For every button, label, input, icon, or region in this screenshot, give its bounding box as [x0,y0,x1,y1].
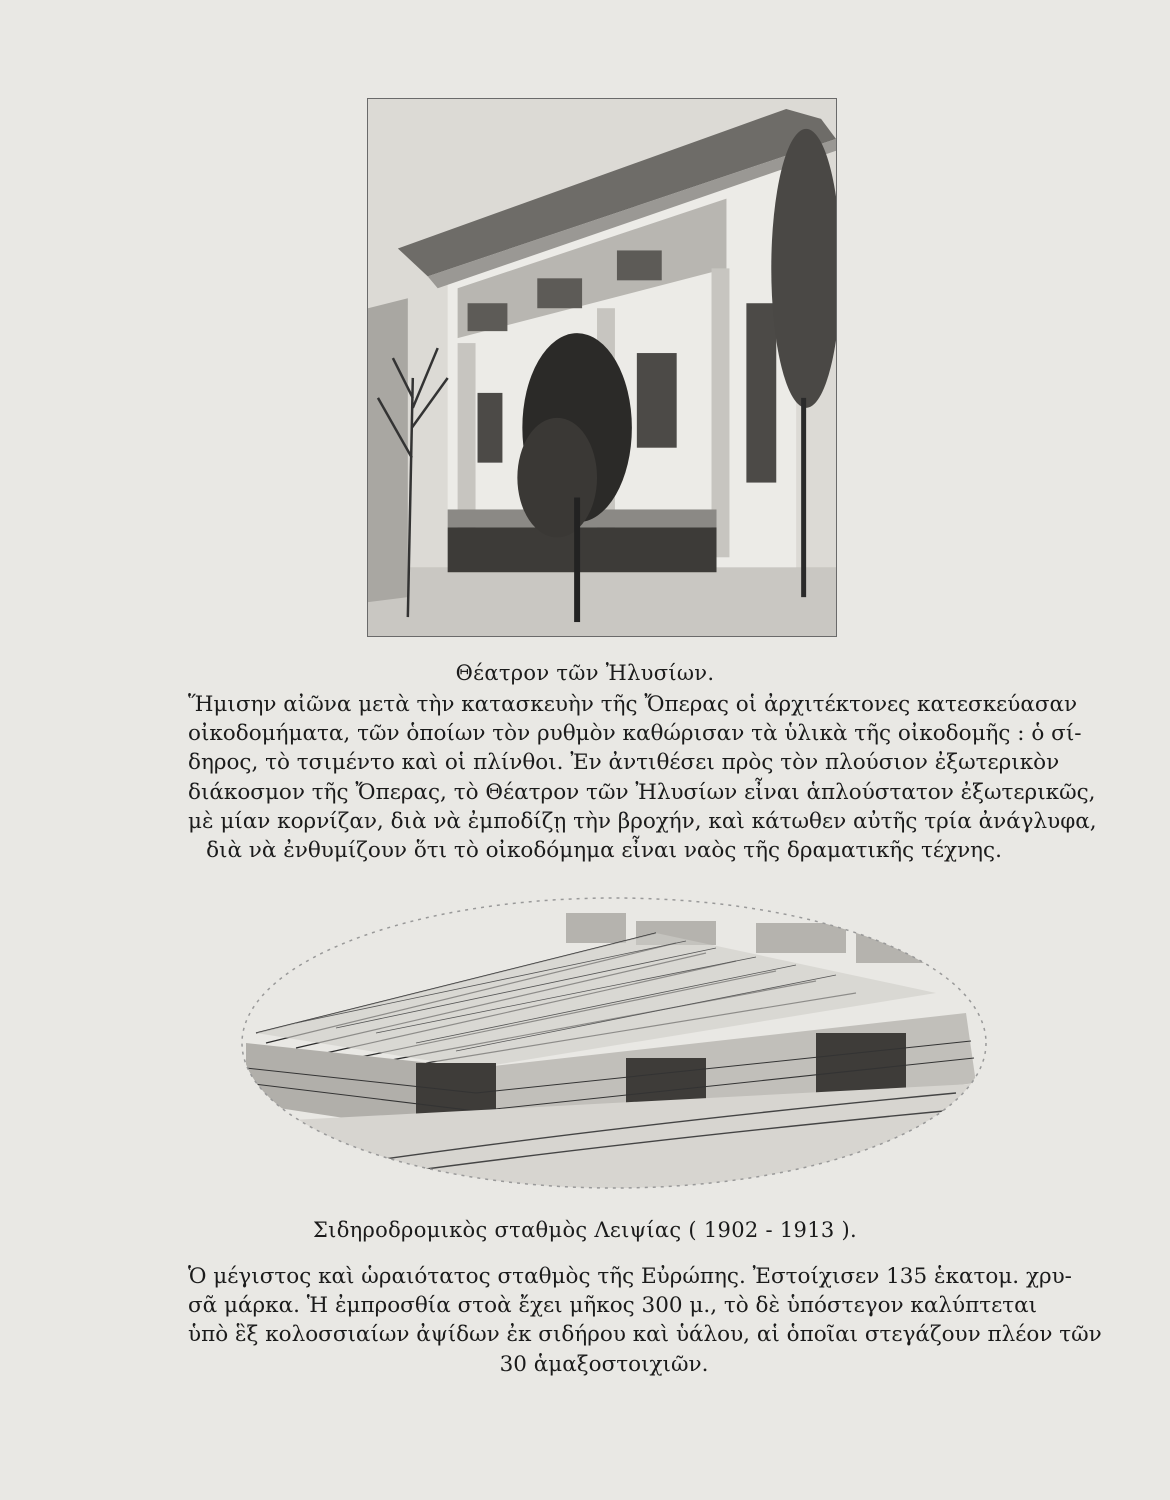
paragraph-line: Ἥμισην αἰῶνα μετὰ τὴν κατασκευὴν τῆς Ὄπερας οἱ ἀρχιτέκτονες κατεσκεύασαν [188,692,1078,717]
theatre-photo-caption: Θέατρον τῶν Ἠλυσίων. [455,661,715,685]
station-engraving-caption: Σιδηροδρομικὸς σταθμὸς Λειψίας ( 1902 - 1913 ). [313,1218,857,1242]
paragraph-line: μὲ μίαν κορνίζαν, διὰ νὰ ἐμποδίζῃ τὴν βροχήν, καὶ κάτωθεν αὐτῆς τρία ἀνάγλυφα, [188,808,1097,834]
paragraph-line: οἰκοδομήματα, τῶν ὁποίων τὸν ρυθμὸν καθώρισαν τὰ ὑλικὰ τῆς οἰκοδομῆς : ὁ σί- [188,721,1082,747]
theatre-photo-drawing [368,99,836,636]
paragraph-line: Ὁ μέγιστος καὶ ὡραιότατος σταθμὸς τῆς Εὐρώπης. Ἐστοίχισεν 135 ἑκατομ. χρυ- [188,1264,1072,1289]
theatre-photo [367,98,837,637]
paragraph-line: ὑπὸ ἓξ κολοσσιαίων ἀψίδων ἐκ σιδήρου καὶ ὑάλου, αἱ ὁποῖαι στεγάζουν πλέον τῶν [188,1322,1102,1348]
station-paragraph [188,1262,1102,1379]
paragraph-line: διὰ νὰ ἐνθυμίζουν ὅτι τὸ οἰκοδόμημα εἶναι ναὸς τῆς δραματικῆς τέχνης. [206,838,1002,864]
paragraph-line: διάκοσμον τῆς Ὄπερας, τὸ Θέατρον τῶν Ἠλυσίων εἶναι ἁπλούστατον ἐξωτερικῶς, [188,779,1096,805]
paragraph-line: σᾶ μάρκα. Ἡ ἐμπροσθία στοὰ ἔχει μῆκος 300 μ., τὸ δὲ ὑπόστεγον καλύπτεται [188,1293,1038,1319]
station-engraving-drawing [236,893,991,1193]
paragraph-line: δηρος, τὸ τσιμέντο καὶ οἱ πλίνθοι. Ἐν ἀντιθέσει πρὸς τὸν πλούσιον ἐξωτερικὸν [188,750,1060,776]
leipzig-station-engraving [236,893,991,1193]
theatre-paragraph [188,690,1097,865]
paragraph-line: 30 ἁμαξοστοιχιῶν. [499,1351,709,1377]
